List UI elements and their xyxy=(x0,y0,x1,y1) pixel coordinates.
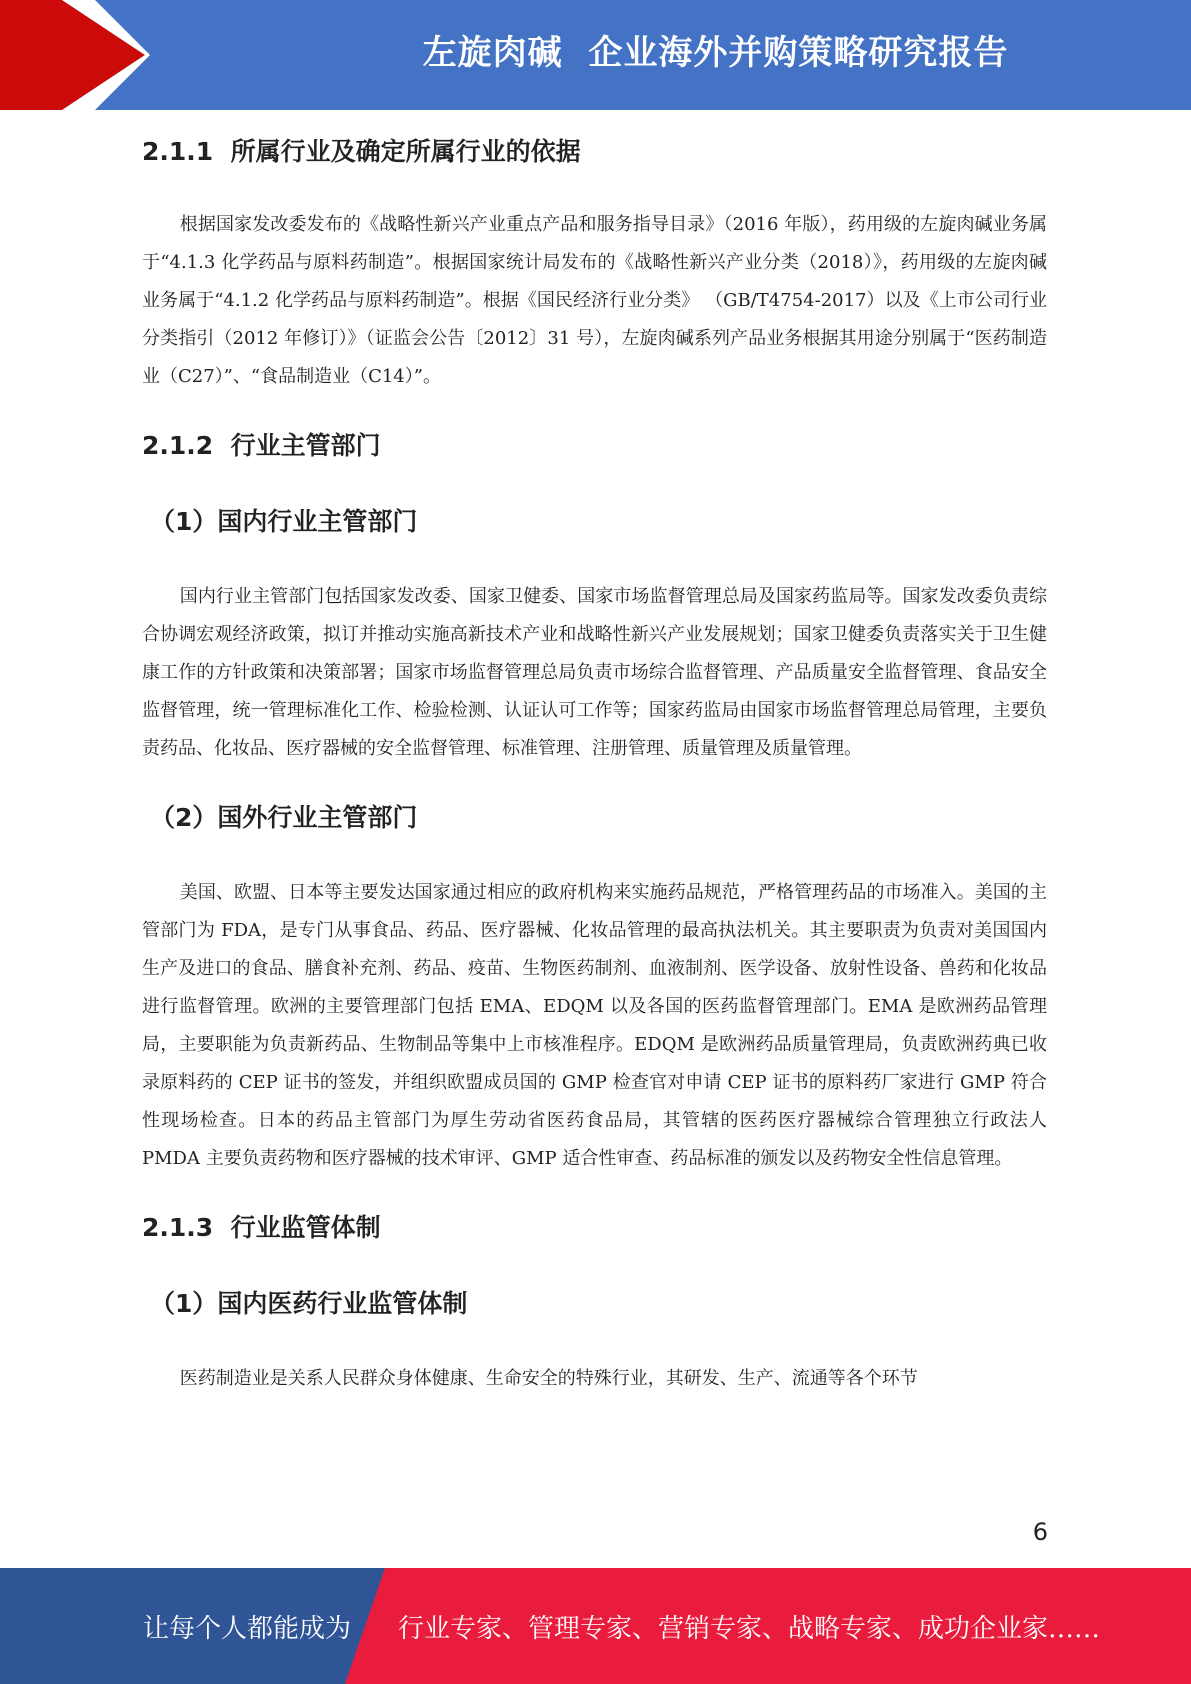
footer-slogan-right: 行业专家、管理专家、营销专家、战略专家、成功企业家…… xyxy=(398,1614,1101,1644)
paragraph-domestic-authorities: 国内行业主管部门包括国家发改委、国家卫健委、国家市场监督管理总局及国家药监局等。国家发改委负责综合协调宏观经济政策，拟订并推动实施高新技术产业和战略性新兴产业发展规划；国家卫健委负责落实关于卫生健康工作的方针政策和决策部署；国家市场监督管理总局负责市场综合监督管理、产品质量安全监督管理、食品安全监督管理，统一管理标准化工作、检验检测、认证认可工作等；国家药监局由国家市场监督管理总局管理，主要负责药品、化妆品、医疗器械的安全监督管理、标准管理、注册管理、质量管理及质量管理。 xyxy=(142,586,1047,759)
section-heading-2-1-2: 2.1.2 行业主管部门 xyxy=(142,431,381,460)
footer-bar xyxy=(0,1568,1191,1684)
document-body xyxy=(142,128,1047,1398)
paragraph-domestic-regulation: 医药制造业是关系人民群众身体健康、生命安全的特殊行业，其研发、生产、流通等各个环节 xyxy=(179,1368,918,1389)
paragraph-industry-basis: 根据国家发改委发布的《战略性新兴产业重点产品和服务指导目录》（2016 年版），药用级的左旋肉碱业务属于“4.1.3 化学药品与原料药制造”。根据国家统计局发布的《战略性新兴产业分类（2018）》，药用级的左旋肉碱业务属于“4.1.2 化学药品与原料药制造”。根据《国民经济行业分类》 （GB/T4754-2017）以及《上市公司行业分类指引（2012 年修订）》（证监会公告〔2012〕31 号），左旋肉碱系列产品业务根据其用途分别属于“医药制造业（C27）”、“食品制造业（C14）”。 xyxy=(142,214,1047,387)
report-title: 左旋肉碱 企业海外并购策略研究报告 xyxy=(422,33,1009,73)
section-heading-2-1-1: 2.1.1 所属行业及确定所属行业的依据 xyxy=(142,137,581,166)
section-heading-2-1-3: 2.1.3 行业监管体制 xyxy=(142,1213,381,1242)
page-number: 6 xyxy=(1032,1518,1048,1546)
footer-slogan-left: 让每个人都能成为 xyxy=(143,1614,352,1644)
subheading-foreign-authorities: （2）国外行业主管部门 xyxy=(150,803,418,832)
subheading-domestic-regulation: （1）国内医药行业监管体制 xyxy=(150,1289,468,1318)
header-bar xyxy=(0,0,1191,110)
paragraph-foreign-authorities: 美国、欧盟、日本等主要发达国家通过相应的政府机构来实施药品规范，严格管理药品的市场准入。美国的主管部门为 FDA，是专门从事食品、药品、医疗器械、化妆品管理的最高执法机关。其主要职责为负责对美国国内生产及进口的食品、膳食补充剂、药品、疫苗、生物医药制剂、血液制剂、医学设备、放射性设备、兽药和化妆品进行监督管理。欧洲的主要管理部门包括 EMA、EDQM 以及各国的医药监督管理部门。EMA 是欧洲药品管理局，主要职能为负责新药品、生物制品等集中上市核准程序。EDQM 是欧洲药品质量管理局，负责欧洲药典已收录原料药的 CEP 证书的签发，并组织欧盟成员国的 GMP 检查官对申请 CEP 证书的原料药厂家进行 GMP 符合性现场检查。日本的药品主管部门为厚生劳动省医药食品局，其管辖的医药医疗器械综合管理独立行政法人 PMDA 主要负责药物和医疗器械的技术审评、GMP 适合性审查、药品标准的颁发以及药物安全性信息管理。 xyxy=(142,882,1047,1169)
subheading-domestic-authorities: （1）国内行业主管部门 xyxy=(150,507,418,536)
